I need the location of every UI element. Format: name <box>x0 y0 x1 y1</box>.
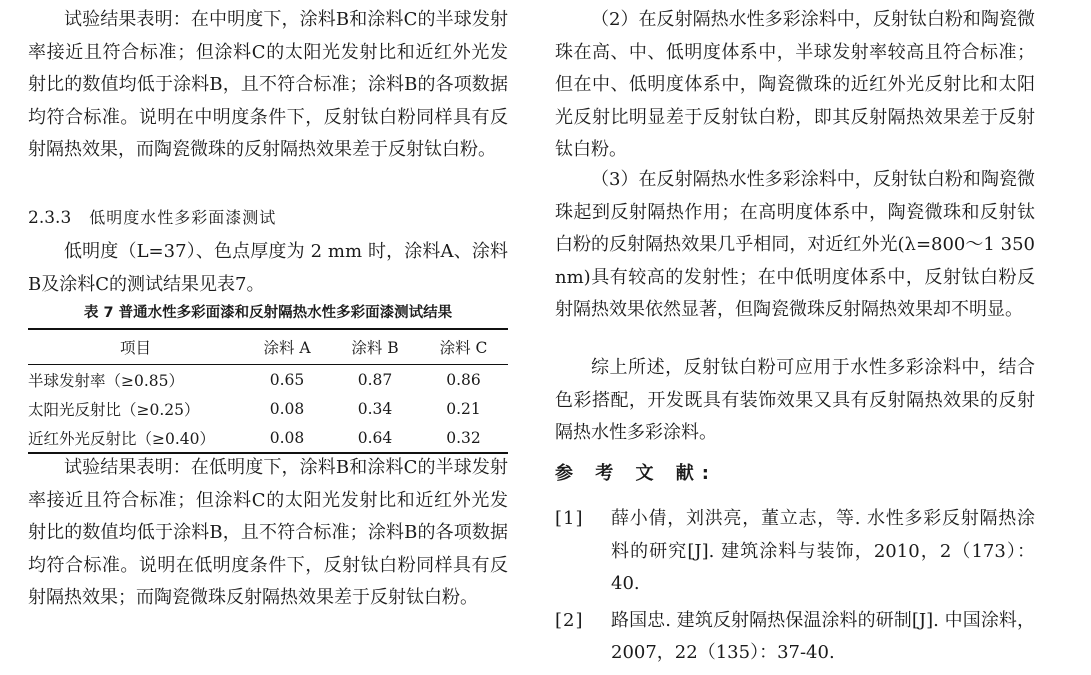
header-coating-c: 涂料 C <box>439 339 488 357</box>
table-row <box>28 394 508 423</box>
right-paragraph-2: （3）在反射隔热水性多彩涂料中，反射钛白粉和陶瓷微珠起到反射隔热作用；在高明度体系中，陶瓷微珠和反射钛白粉的反射隔热效果几乎相同，对近红外光(λ=800～1 350 nm)具有较高的发射性；在中低明度体系中，反射钛白粉反射隔热效果依然显著，但陶瓷微珠反射隔热效果却不明显。 <box>555 169 1035 320</box>
left-paragraph-3: 试验结果表明：在低明度下，涂料B和涂料C的半球发射率接近且符合标准；但涂料C的太阳光发射比和近红外光发射比的数值均低于涂料B，且不符合标准；涂料B的各项数据均符合标准。说明在低明度条件下，反射钛白粉同样具有反射隔热效果；而陶瓷微珠反射隔热效果差于反射钛白粉。 <box>28 457 508 608</box>
header-coating-b: 涂料 B <box>351 339 399 357</box>
table-cell: 0.21 <box>446 399 481 418</box>
left-paragraph-2: 低明度（L=37）、色点厚度为 2 mm 时，涂料A、涂料B及涂料C的测试结果见表7。 <box>28 241 508 295</box>
section-heading <box>28 204 508 232</box>
right-paragraph-1: （2）在反射隔热水性多彩涂料中，反射钛白粉和陶瓷微珠在高、中、低明度体系中，半球发射率较高且符合标准；但在中、低明度体系中，陶瓷微珠的近红外光反射比和太阳光反射比明显差于反射钛白粉，即其反射隔热效果差于反射钛白粉。 <box>555 9 1035 160</box>
reference-tag: [2] <box>555 609 584 631</box>
table-row <box>28 365 508 395</box>
table-caption: 表 7 普通水性多彩面漆和反射隔热水性多彩面漆测试结果 <box>83 305 453 321</box>
table-cell: 0.65 <box>269 370 305 389</box>
left-paragraph-1: 试验结果表明：在中明度下，涂料B和涂料C的半球发射率接近且符合标准；但涂料C的太阳光发射比和近红外光发射比的数值均低于涂料B，且不符合标准；涂料B的各项数据均符合标准。说明在中明度条件下，反射钛白粉同样具有反射隔热效果，而陶瓷微珠的反射隔热效果差于反射钛白粉。 <box>28 9 508 160</box>
reference-text: 薛小倩，刘洪亮，董立志，等. 水性多彩反射隔热涂料的研究[J]. 建筑涂料与装饰，2010，2（173）：40. <box>611 508 1035 594</box>
table-header-row <box>28 329 508 365</box>
reference-item <box>555 503 1035 601</box>
table-cell: 0.64 <box>357 428 393 447</box>
table-cell: 0.34 <box>357 399 393 418</box>
header-item: 项目 <box>119 339 151 357</box>
row-label: 半球发射率（≥0.85） <box>28 371 184 390</box>
results-table <box>28 328 508 454</box>
table-cell: 0.08 <box>269 428 305 447</box>
section-number: 2.3.3 <box>28 208 72 228</box>
right-paragraph-3: 综上所述，反射钛白粉可应用于水性多彩涂料中，结合色彩搭配，开发既具有装饰效果又具有反射隔热效果的反射隔热水性多彩涂料。 <box>555 357 1035 443</box>
references-heading: 参 考 文 献: <box>555 463 717 484</box>
table-cell: 0.08 <box>269 399 305 418</box>
reference-tag: [1] <box>555 508 584 529</box>
table-cell: 0.32 <box>446 428 481 447</box>
section-title: 低明度水性多彩面漆测试 <box>89 208 277 227</box>
row-label: 近红外光反射比（≥0.40） <box>28 429 215 448</box>
row-label: 太阳光反射比（≥0.25） <box>28 400 200 419</box>
reference-item <box>555 605 1035 670</box>
table-row <box>28 423 508 453</box>
table-cell: 0.86 <box>446 370 481 389</box>
references-list <box>555 503 1035 674</box>
results-table-container <box>28 328 508 454</box>
reference-text: 路国忠. 建筑反射隔热保温涂料的研制[J]. 中国涂料，2007，22（135）：37-40. <box>611 609 1035 663</box>
table-cell: 0.87 <box>357 370 393 389</box>
header-coating-a: 涂料 A <box>263 339 311 357</box>
